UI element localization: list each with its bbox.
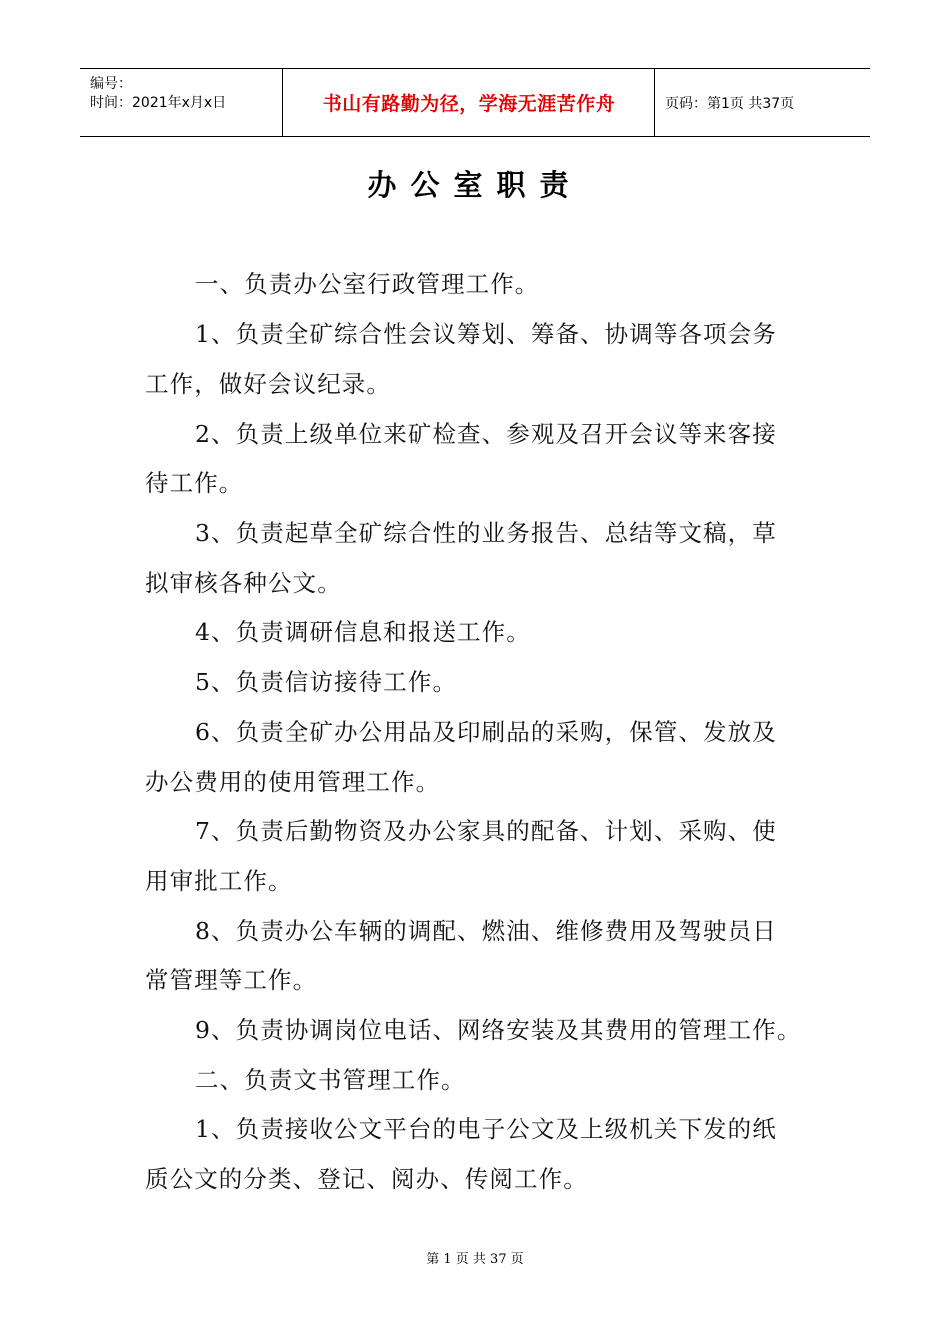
page-title: 办公室职责 [367, 168, 583, 202]
paragraph-line: 2、负责上级单位来矿检查、参观及召开会议等来客接 [195, 420, 777, 448]
paragraph-line: 办公费用的使用管理工作。 [145, 768, 441, 796]
paragraph-line: 3、负责起草全矿综合性的业务报告、总结等文稿，草 [195, 519, 777, 547]
paragraph-line: 7、负责后勤物资及办公家具的配备、计划、采购、使 [195, 817, 777, 845]
paragraph-line: 1、负责全矿综合性会议筹划、筹备、协调等各项会务 [195, 320, 777, 348]
paragraph-line: 1、负责接收公文平台的电子公文及上级机关下发的纸 [195, 1115, 777, 1143]
paragraph-line: 待工作。 [145, 469, 244, 497]
paragraph-line: 6、负责全矿办公用品及印刷品的采购，保管、发放及 [195, 718, 777, 746]
paragraph-line: 用审批工作。 [145, 867, 293, 895]
header-motto: 书山有路勤为径，学海无涯苦作舟 [322, 93, 616, 115]
document-number-label: 编号： [90, 76, 132, 92]
paragraph-line: 一、负责办公室行政管理工作。 [195, 270, 540, 298]
paragraph-line: 8、负责办公车辆的调配、燃油、维修费用及驾驶员日 [195, 917, 777, 945]
paragraph-line: 9、负责协调岗位电话、网络安装及其费用的管理工作。 [195, 1016, 802, 1044]
header-page-info: 页码：第1页 共37页 [665, 96, 795, 112]
paragraph-line: 工作，做好会议纪录。 [145, 370, 391, 398]
header-page-cell [655, 69, 870, 136]
document-header [80, 68, 870, 137]
header-meta-cell [80, 69, 283, 136]
header-motto-cell [283, 69, 655, 136]
paragraph-line: 质公文的分类、登记、阅办、传阅工作。 [145, 1165, 588, 1193]
paragraph-line: 拟审核各种公文。 [145, 569, 342, 597]
document-time-label: 时间：2021年x月x日 [90, 95, 227, 111]
paragraph-line: 4、负责调研信息和报送工作。 [195, 618, 531, 646]
paragraph-line: 5、负责信访接待工作。 [195, 668, 458, 696]
paragraph-line: 常管理等工作。 [145, 966, 318, 994]
page-footer: 第 1 页 共 37 页 [426, 1252, 524, 1267]
paragraph-line: 二、负责文书管理工作。 [195, 1066, 466, 1094]
